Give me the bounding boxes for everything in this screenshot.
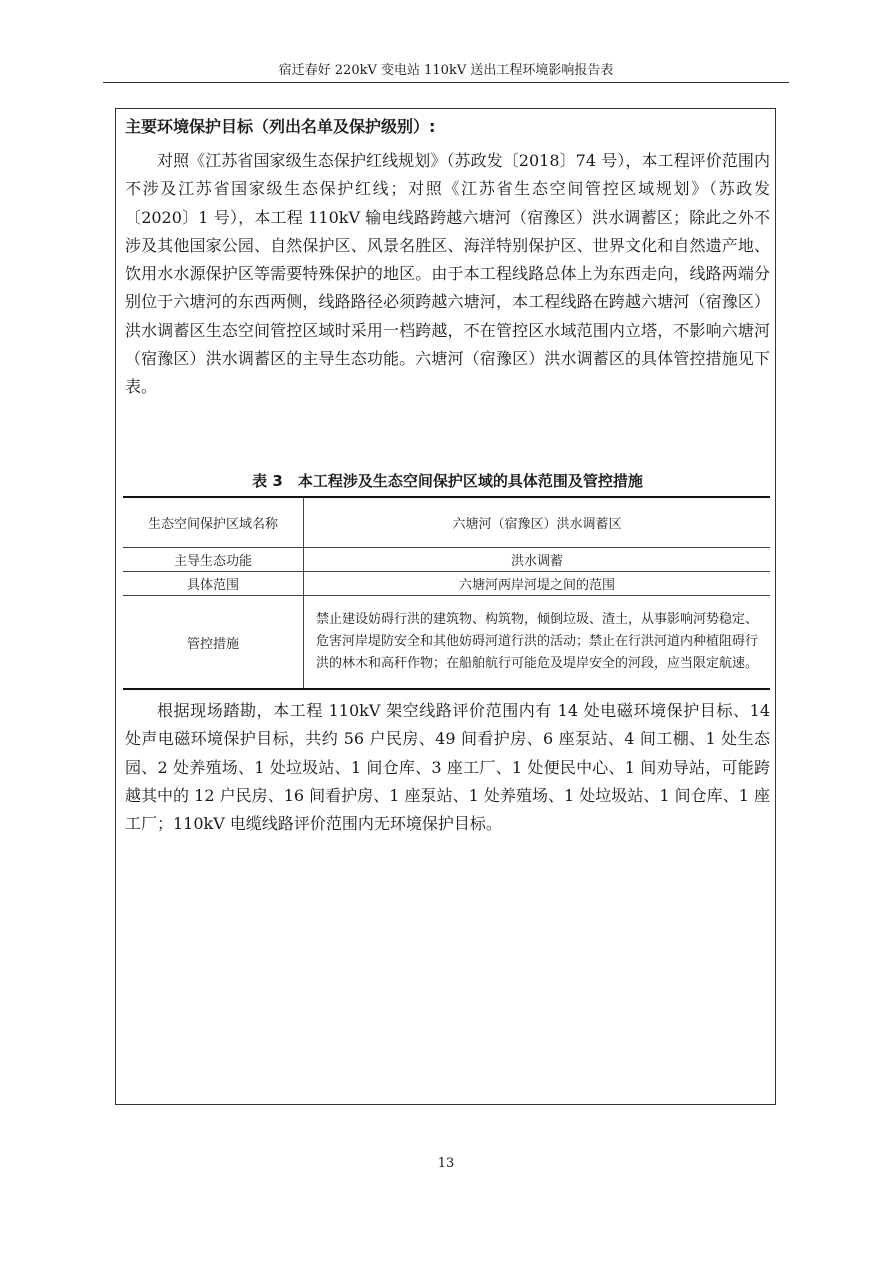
page-number: 13	[437, 1156, 455, 1171]
table-row	[123, 572, 770, 596]
table-cell-label: 具体范围	[123, 572, 304, 596]
table-cell-value: 洪水调蓄	[304, 548, 771, 572]
table-cell-value: 六塘河两岸河堤之间的范围	[304, 572, 771, 596]
table-cell-label: 生态空间保护区域名称	[123, 497, 304, 548]
table-caption: 表 3 本工程涉及生态空间保护区域的具体范围及管控措施	[252, 472, 643, 490]
page-header: 宿迁春好 220kV 变电站 110kV 送出工程环境影响报告表	[278, 63, 614, 78]
table-row	[123, 596, 770, 690]
survey-paragraph: 根据现场踏勘，本工程 110kV 架空线路评价范围内有 14 处电磁环境保护目标、14 处声电磁环境保护目标，共约 56 户民房、49 间看护房、6 座泵站、4 间工棚、1 处生态园、2 处养殖场、1 处垃圾站、1 间仓库、3 座工厂、1 处便民中心、1 间劝导站，可能跨越其中的 12 户民房、16 间看护房、1 座泵站、1 处养殖场、1 处垃圾站、1 间仓库、1 座工厂；110kV 电缆线路评价范围内无环境保护目标。	[125, 701, 770, 834]
table-cell-label: 主导生态功能	[123, 548, 304, 572]
table-cell-value: 六塘河（宿豫区）洪水调蓄区	[304, 497, 771, 548]
table-cell-label: 管控措施	[123, 596, 304, 690]
table-row	[123, 497, 770, 548]
table-row	[123, 548, 770, 572]
eco-zone-table	[123, 496, 770, 690]
table-cell-value: 禁止建设妨碍行洪的建筑物、构筑物，倾倒垃圾、渣土，从事影响河势稳定、危害河岸堤防安全和其他妨碍河道行洪的活动；禁止在行洪河道内种植阻碍行洪的林木和高秆作物；在船舶航行可能危及堤岸安全的河段，应当限定航速。	[304, 596, 771, 690]
header-rule	[103, 82, 789, 83]
section-title: 主要环境保护目标（列出名单及保护级别）:	[125, 117, 436, 136]
intro-paragraph: 对照《江苏省国家级生态保护红线规划》（苏政发〔2018〕74 号），本工程评价范围内不涉及江苏省国家级生态保护红线；对照《江苏省生态空间管控区域规划》（苏政发〔2020〕1 号），本工程 110kV 输电线路跨越六塘河（宿豫区）洪水调蓄区；除此之外不涉及其他国家公园、自然保护区、风景名胜区、海洋特别保护区、世界文化和自然遗产地、饮用水水源保护区等需要特殊保护的地区。由于本工程线路总体上为东西走向，线路两端分别位于六塘河的东西两侧，线路路径必须跨越六塘河，本工程线路在跨越六塘河（宿豫区）洪水调蓄区生态空间管控区域时采用一档跨越，不在管控区水域范围内立塔，不影响六塘河（宿豫区）洪水调蓄区的主导生态功能。六塘河（宿豫区）洪水调蓄区的具体管控措施见下表。	[125, 151, 770, 397]
